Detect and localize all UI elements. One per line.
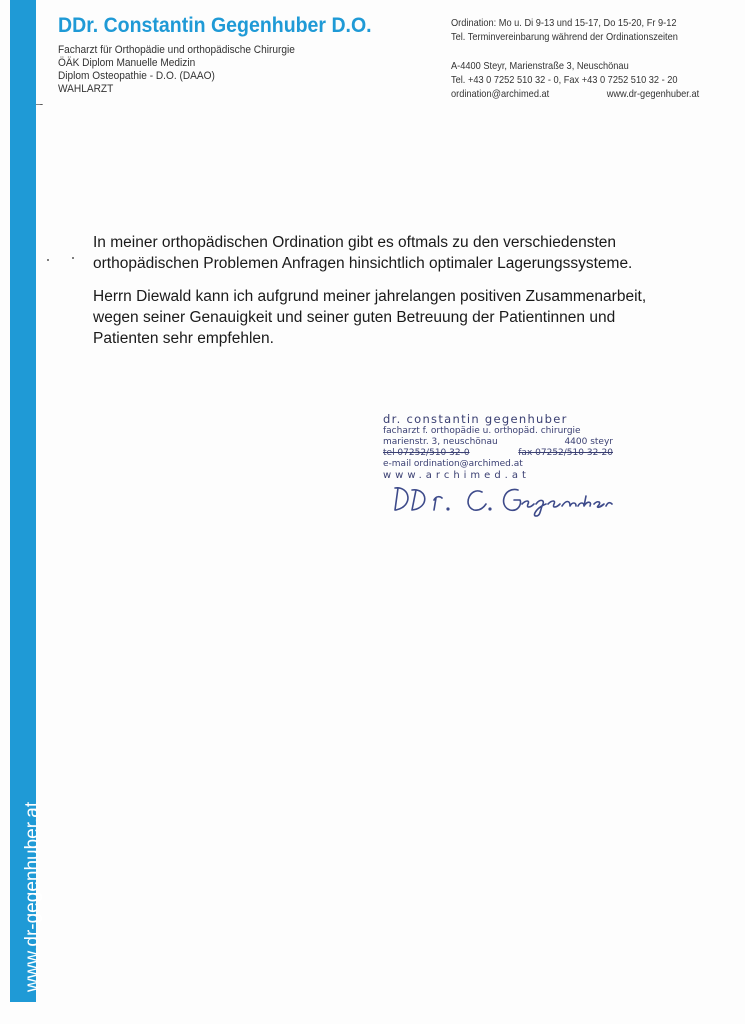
qualification-item: Diplom Osteopathie - D.O. (DAAO) — [58, 70, 215, 82]
signature-drawing — [390, 482, 630, 518]
letterhead-left — [58, 14, 388, 96]
stamp-street: marienstr. 3, neuschönau — [383, 437, 498, 447]
office-hours: Ordination: Mo u. Di 9-13 und 15-17, Do 15-20, Fr 9-12 — [451, 17, 677, 29]
website-link[interactable]: www.dr-gegenhuber.at — [606, 88, 700, 100]
stamp-name: dr. constantin gegenhuber — [383, 412, 568, 426]
qualification-item: Facharzt für Orthopädie und orthopädische Chirurgie — [58, 44, 295, 56]
stamp-email: e-mail ordination@archimed.at — [383, 459, 523, 469]
body-paragraph-1: In meiner orthopädischen Ordination gibt es oftmals zu den verschiedensten orthopädischen Problemen Anfragen hinsichtlich optimaler Lagerungssysteme. — [93, 234, 633, 272]
contact-row — [451, 87, 699, 101]
stamp-address-row — [383, 437, 613, 448]
stamp-city: 4400 steyr — [564, 437, 613, 447]
stamp-fax: fax 07252/510 32-20 — [518, 448, 613, 458]
doctor-stamp — [383, 412, 613, 481]
phone-fax: Tel. +43 0 7252 510 32 - 0, Fax +43 0 7252 510 32 - 20 — [451, 74, 678, 86]
address: A-4400 Steyr, Marienstraße 3, Neuschönau — [451, 60, 629, 72]
body-paragraph-2: Herrn Diewald kann ich aufgrund meiner jahrelangen positiven Zusammenarbeit, wegen seiner Genauigkeit und seiner guten Betreuung der Patientinnen und Patienten sehr empfehlen. — [93, 288, 647, 347]
stamp-phone-row — [383, 448, 613, 459]
side-url-container — [22, 780, 252, 992]
qualification-item: ÖÄK Diplom Manuelle Medizin — [58, 57, 196, 69]
qualification-item: WAHLARZT — [58, 83, 114, 95]
doctor-name: DDr. Constantin Gegenhuber D.O. — [58, 14, 372, 37]
letterhead-right — [451, 16, 721, 101]
handwritten-signature — [390, 482, 630, 518]
qualifications-list — [58, 44, 362, 96]
stamp-web: www.archimed.at — [383, 470, 530, 481]
stamp-specialty: facharzt f. orthopädie u. orthopäd. chirurgie — [383, 426, 581, 436]
letter-body — [93, 232, 653, 361]
side-url: www.dr-gegenhuber.at — [22, 801, 43, 992]
appointment-note: Tel. Terminvereinbarung während der Ordinationszeiten — [451, 31, 678, 43]
stamp-tel: tel 07252/510 32-0 — [383, 448, 470, 458]
email-link[interactable]: ordination@archimed.at — [451, 88, 550, 100]
blue-side-bar — [10, 0, 43, 1002]
